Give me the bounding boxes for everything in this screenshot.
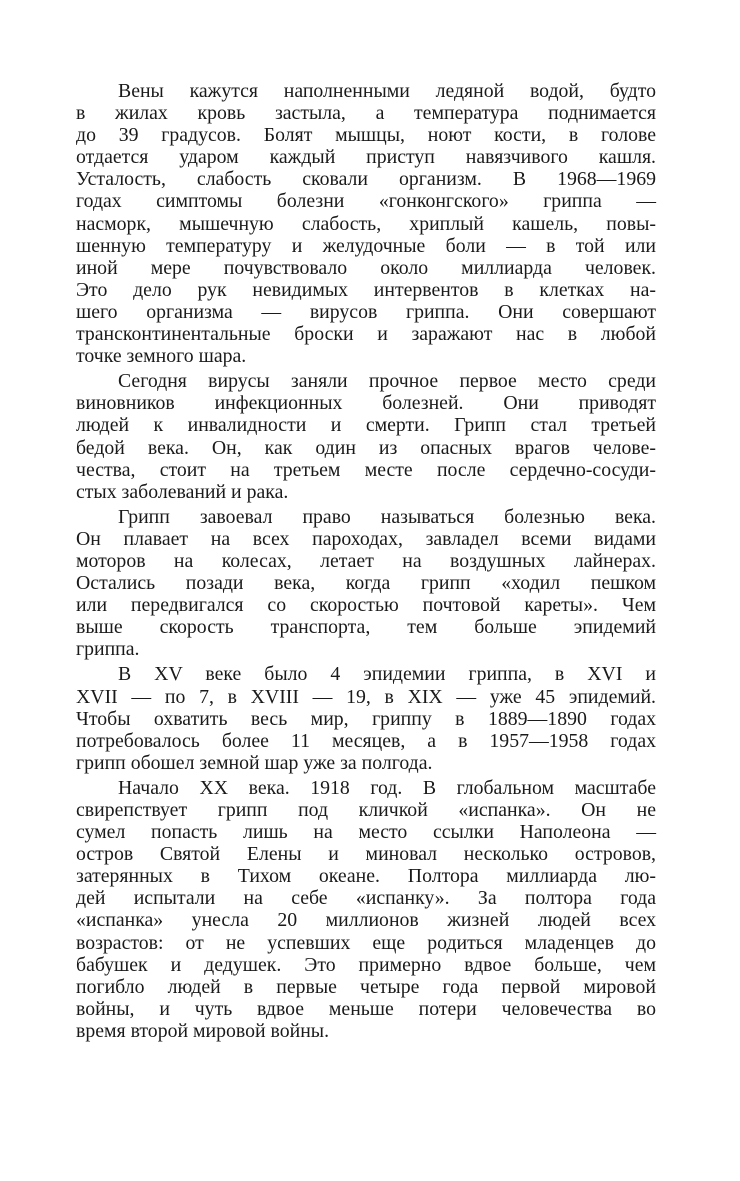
text-line: шенную температуру и желудочные боли — в той или — [76, 234, 656, 257]
text-line: Это дело рук невидимых интервентов в клетках на- — [76, 278, 656, 301]
paragraph-4 — [76, 663, 656, 773]
text-line: Вены кажутся наполненными ледяной водой, будто — [118, 80, 656, 102]
text-line: людей к инвалидности и смерти. Грипп стал третьей — [76, 414, 656, 437]
text-line: стых заболеваний и рака. — [76, 480, 289, 503]
text-line: насморк, мышечную слабость, хриплый кашель, повы- — [76, 212, 656, 235]
text-line: затерянных в Тихом океане. Полтора миллиарда лю- — [76, 865, 656, 888]
text-line: Усталость, слабость сковали организм. В 1968—1969 — [76, 168, 656, 191]
paragraph-5 — [76, 777, 656, 1042]
text-line: «испанка» унесла 20 миллионов жизней людей всех — [76, 909, 656, 932]
text-line: шего организма — вирусов гриппа. Они совершают — [76, 300, 656, 323]
text-line: войны, и чуть вдвое меньше потери человечества во — [76, 997, 656, 1020]
text-line: время второй мировой войны. — [76, 1019, 330, 1042]
text-line: или передвигался со скоростью почтовой кареты». Чем — [76, 594, 656, 617]
paragraph-1 — [76, 80, 656, 367]
text-line: годах симптомы болезни «гонконгского» гриппа — — [76, 190, 656, 213]
text-line: сумел попасть лишь на место ссылки Наполеона — — [76, 821, 656, 844]
text-line: чества, стоит на третьем месте после сердечно-сосуди- — [76, 458, 656, 481]
text-line: бабушек и дедушек. Это примерно вдвое больше, чем — [76, 953, 656, 976]
text-line: точке земного шара. — [76, 345, 247, 368]
text-line: выше скорость транспорта, тем больше эпидемий — [76, 616, 656, 639]
text-line: погибло людей в первые четыре года первой мировой — [76, 975, 656, 998]
text-line: в жилах кровь застыла, а температура поднимается — [76, 102, 656, 125]
text-line: потребовалось более 11 месяцев, а в 1957—1958 годах — [76, 729, 656, 752]
text-line: моторов на колесах, летает на воздушных лайнерах. — [76, 549, 656, 572]
text-line: Начало XX века. 1918 год. В глобальном масштабе — [118, 776, 656, 799]
text-line: возрастов: от не успевших еще родиться младенцев до — [76, 931, 656, 954]
text-line: остров Святой Елены и миновал несколько островов, — [76, 843, 656, 866]
paragraph-2 — [76, 370, 656, 503]
text-line: XVII — по 7, в XVIII — 19, в XIX — уже 45 эпидемий. — [76, 685, 656, 708]
text-line: грипп обошел земной шар уже за полгода. — [76, 751, 433, 774]
text-line: Сегодня вирусы заняли прочное первое место среди — [118, 370, 656, 393]
text-line: отдается ударом каждый приступ навязчивого кашля. — [76, 146, 656, 169]
paragraph-3 — [76, 506, 656, 661]
text-line: Чтобы охватить весь мир, гриппу в 1889—1890 годах — [76, 707, 656, 730]
text-line: бедой века. Он, как один из опасных врагов челове- — [76, 436, 656, 459]
text-line: свирепствует грипп под кличкой «испанка». Он не — [76, 799, 656, 821]
text-line: трансконтинентальные броски и заражают нас в любой — [76, 323, 656, 346]
text-line: гриппа. — [76, 638, 140, 661]
text-line: иной мере почувствовало около миллиарда человек. — [76, 256, 656, 279]
text-line: Грипп завоевал право называться болезнью века. — [118, 505, 656, 528]
text-line: виновников инфекционных болезней. Они приводят — [76, 392, 656, 415]
text-line: Он плавает на всех пароходах, завладел всеми видами — [76, 527, 656, 550]
text-line: В XV веке было 4 эпидемии гриппа, в XVI и — [118, 663, 656, 686]
text-line: Остались позади века, когда грипп «ходил пешком — [76, 572, 656, 595]
text-line: до 39 градусов. Болят мышцы, ноют кости, в голове — [76, 124, 656, 147]
text-line: дей испытали на себе «испанку». За полтора года — [76, 887, 656, 910]
page-body — [76, 80, 656, 1042]
